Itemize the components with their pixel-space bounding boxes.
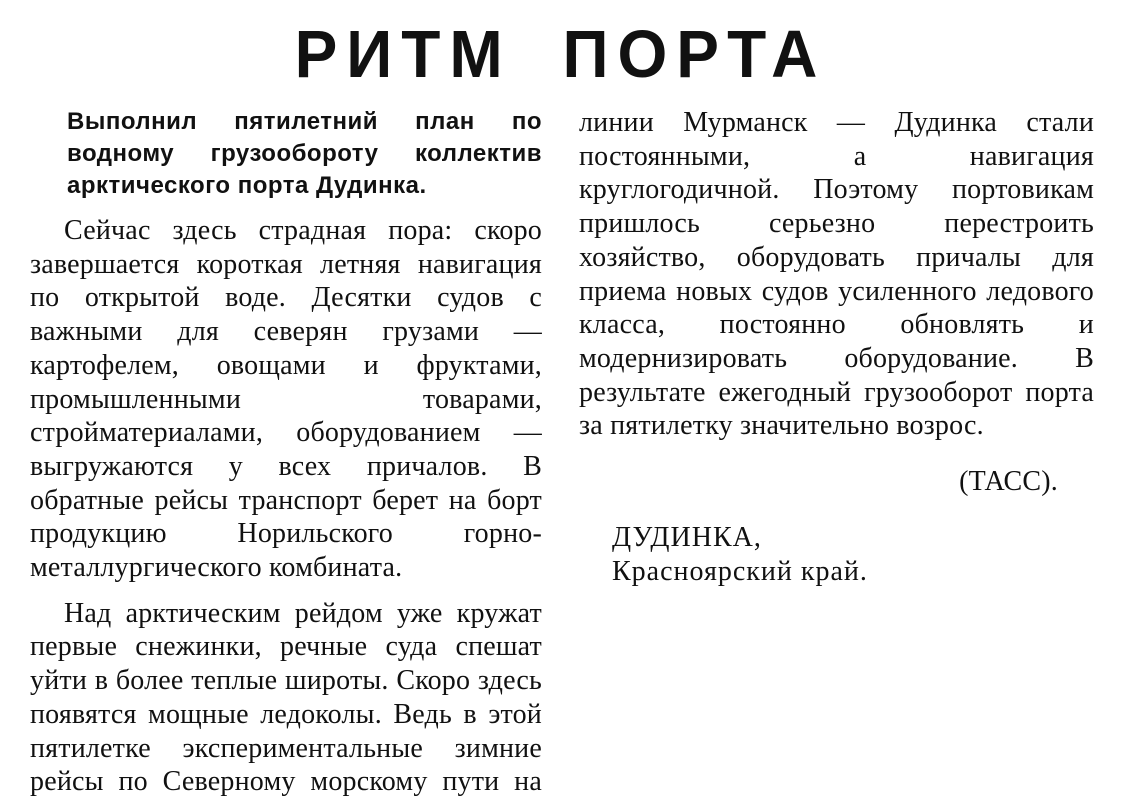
dateline — [579, 521, 1094, 589]
dateline-city: ДУДИНКА, — [612, 522, 762, 554]
dateline-region: Красноярский край. — [612, 556, 868, 588]
body-paragraph-2-text: Над арктическим рейдом уже кружат первые снежинки, речные суда спешат уйти в более теплые широты. Скоро здесь появятся мощные ледоколы. Ведь в этой пятилетке экспериментальные зимние рейсы по Северному морскому пути на — [30, 597, 542, 798]
body-paragraph-1: Сейчас здесь страдная пора: скоро завершается короткая летняя навигация по открытой воде. Десятки судов с важными для северян грузами — картофелем, овощами и фруктами, промышленными товарами, стройматериалами, оборудованием — выгружаются у всех причалов. В обратные рейсы транспорт берет на борт продукцию Норильского горно-металлургического комбината. — [30, 215, 542, 584]
body-paragraph-2 — [30, 597, 542, 799]
source-agency: (ТАСС). — [959, 466, 1058, 498]
body-paragraph-2-continued: линии Мурманск — Дудинка стали постоянными, а навигация круглогодичной. Поэтому портовикам пришлось серьезно перестроить хозяйство, оборудовать причалы для приема новых судов усиленного ледового класса, постоянно обновлять и модернизировать оборудование. В результате ежегодный грузооборот порта за пятилетку значительно возрос. — [579, 107, 1094, 442]
lead-paragraph — [30, 106, 542, 202]
lead-text: Выполнил пятилетний план по водному грузообороту коллектив арктического порта Дудинка. — [67, 108, 542, 199]
column-left — [30, 106, 542, 799]
column-right — [579, 106, 1094, 589]
article-title: РИТМ ПОРТА — [294, 16, 827, 92]
